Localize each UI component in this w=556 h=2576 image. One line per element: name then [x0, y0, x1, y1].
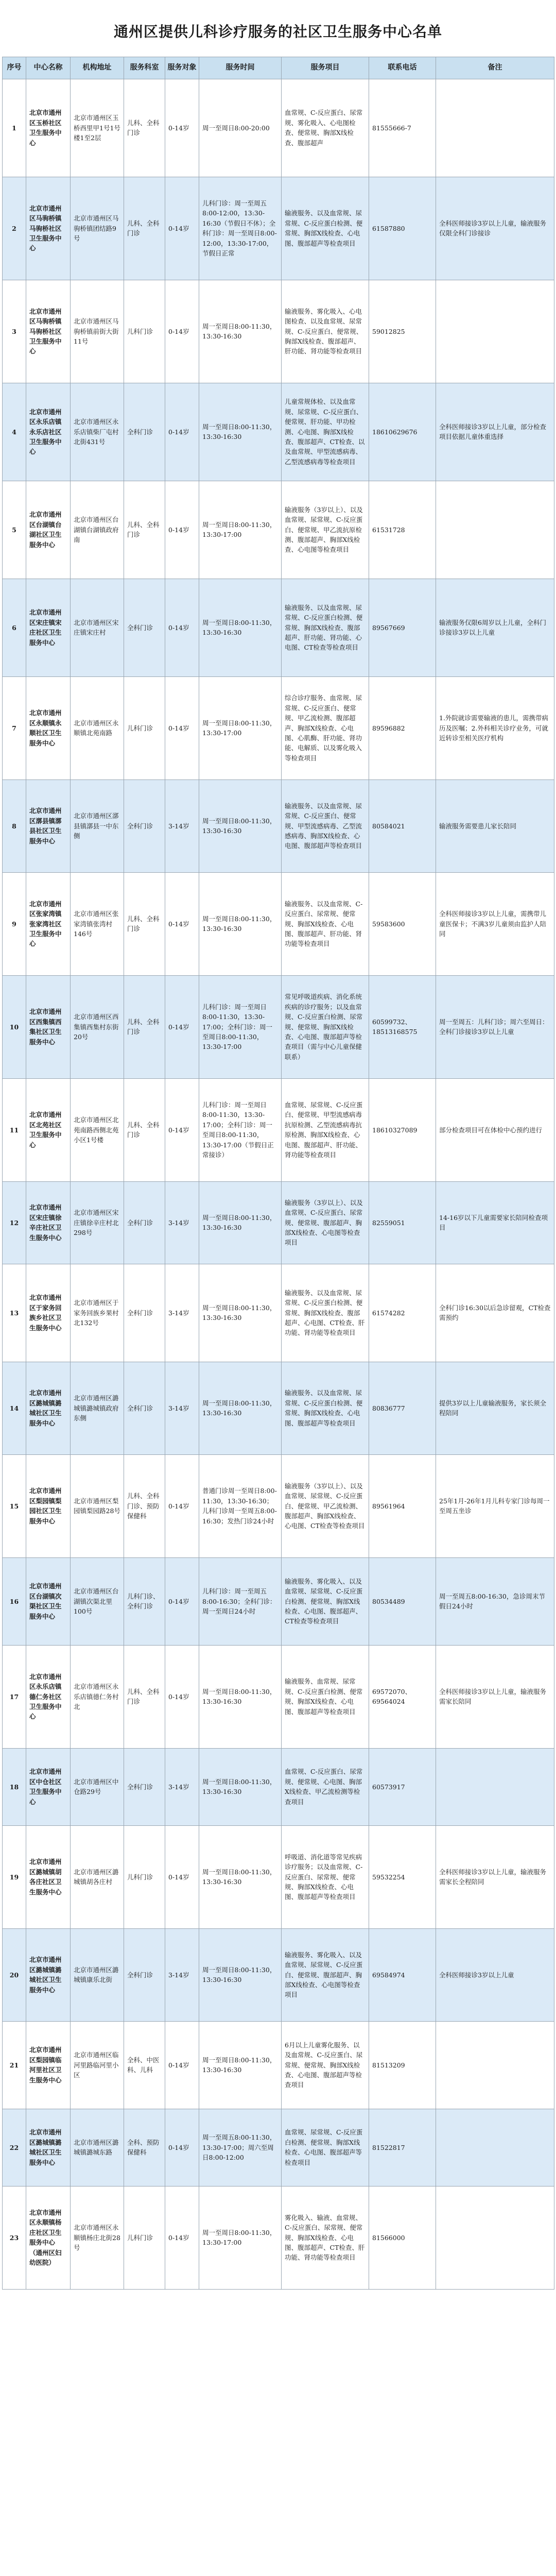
- header-time: 服务时间: [199, 57, 282, 79]
- service-department: 儿科、全科门诊: [124, 1645, 165, 1748]
- table-row: [3, 1264, 554, 1362]
- row-number: 2: [3, 177, 26, 280]
- row-number: 7: [3, 676, 26, 779]
- remark: 14-16岁以下儿童需要家长陪同检查项目: [436, 1181, 554, 1264]
- service-items: 血常规、尿常规、C-反应蛋白、便常规、甲型流感病毒抗原检测、乙型流感病毒抗原检测、胸部X线检查、心电图、腹部超声、肝功能、肾功能等检查项目: [282, 1078, 369, 1181]
- center-address: 北京市通州区潞城镇潞城镇政府东侧: [71, 1362, 124, 1454]
- header-address: 机构地址: [71, 57, 124, 79]
- table-header-row: [3, 57, 554, 79]
- center-name: 北京市通州区宋庄镇宋庄社区卫生服务中心: [26, 579, 71, 676]
- center-address: 北京市通州区台湖镇台湖镇政府南: [71, 481, 124, 579]
- header-name: 中心名称: [26, 57, 71, 79]
- center-address: 北京市通州区永顺镇北苑南路: [71, 676, 124, 779]
- service-department: 全科门诊: [124, 1748, 165, 1825]
- service-department: 全科门诊: [124, 779, 165, 872]
- service-time: 周一至周日8:00-11:30，13:30-16:30: [199, 872, 282, 975]
- center-address: 北京市通州区玉桥西里甲1号1号楼1至2层: [71, 79, 124, 177]
- contact-phone: 80534489: [369, 1557, 436, 1645]
- service-department: 儿科门诊: [124, 676, 165, 779]
- contact-phone: 69572070、69564024: [369, 1645, 436, 1748]
- contact-phone: 18610327089: [369, 1078, 436, 1181]
- service-items: 输液服务（3岁以上）、以及血常规、尿常规、C-反应蛋白、便常规、甲乙流检测、腹部超声、胸部X线检查、心电图、CT检查等检查项目: [282, 1454, 369, 1557]
- remark: 输液服务需要患儿家长陪同: [436, 779, 554, 872]
- row-number: 10: [3, 975, 26, 1078]
- service-time: 儿科门诊：周一至周五8:00-12:00，13:30-16:30（节假日不休）；全科门诊：周一至周日8:00-12:00，13:30-17:00，节假日正常: [199, 177, 282, 280]
- header-items: 服务项目: [282, 57, 369, 79]
- service-items: 输液服务、以及血常规、尿常规、C-反应蛋白检测、便常规、胸部X线检查、心电图、腹部超声等检查项目: [282, 1362, 369, 1454]
- service-department: 儿科门诊、全科门诊: [124, 1557, 165, 1645]
- service-department: 儿科门诊: [124, 280, 165, 383]
- center-address: 北京市通州区永乐店镇德仁务村北: [71, 1645, 124, 1748]
- service-time: 周一至周日8:00-11:30，13:30-16:30: [199, 2021, 282, 2109]
- table-row: [3, 1362, 554, 1454]
- contact-phone: 81513209: [369, 2021, 436, 2109]
- center-address: 北京市通州区北苑南路西侧北苑小区1号楼: [71, 1078, 124, 1181]
- center-name: 北京市通州区玉桥社区卫生服务中心: [26, 79, 71, 177]
- remark: 全科医师接诊3岁以上儿童，需携带儿童医保卡；不满3岁儿童须由监护人陪同: [436, 872, 554, 975]
- center-address: 北京市通州区梨园镇梨园路28号: [71, 1454, 124, 1557]
- table-row: [3, 383, 554, 481]
- table-row: [3, 1181, 554, 1264]
- table-row: [3, 1645, 554, 1748]
- row-number: 18: [3, 1748, 26, 1825]
- header-no: 序号: [3, 57, 26, 79]
- remark: 1.外院就诊需要输液的患儿，需携带病历及医嘱；2.外科相关诊疗业务，可就近转诊至相关医疗机构: [436, 676, 554, 779]
- service-target: 0-14岁: [165, 676, 199, 779]
- service-items: 6月以上儿童雾化服务、以及血常规、C-反应蛋白、尿常规、便常规、胸部X线检查、心电图、腹部超声等检查项目: [282, 2021, 369, 2109]
- service-items: 血常规、尿常规、C-反应蛋白检测、便常规、胸部X线检查、心电图、腹部超声等检查项目: [282, 2109, 369, 2186]
- contact-phone: 89561964: [369, 1454, 436, 1557]
- service-target: 0-14岁: [165, 383, 199, 481]
- service-target: 0-14岁: [165, 872, 199, 975]
- remark: 全科医师接诊3岁以上儿童，输液服务需家长全程陪同: [436, 1825, 554, 1928]
- service-items: 输液服务（3岁以上）、以及血常规、尿常规、C-反应蛋白、便常规、甲乙流抗原检测、腹部超声、胸部X线检查、心电图等检查项目: [282, 481, 369, 579]
- contact-phone: 80584021: [369, 779, 436, 872]
- contact-phone: 60599732、18513168575: [369, 975, 436, 1078]
- center-address: 北京市通州区永乐店镇柴厂屯村北街431号: [71, 383, 124, 481]
- table-row: [3, 1078, 554, 1181]
- center-name: 北京市通州区西集镇西集社区卫生服务中心: [26, 975, 71, 1078]
- center-name: 北京市通州区永顺镇杨庄社区卫生服务中心（通州区妇幼医院）: [26, 2186, 71, 2289]
- remark: 全科医师接诊3岁以上儿童，输液服务需家长陪同: [436, 1645, 554, 1748]
- center-name: 北京市通州区永顺镇永顺社区卫生服务中心: [26, 676, 71, 779]
- service-items: 呼吸道、消化道等常见疾病诊疗服务；以及血常规、C-反应蛋白、尿常规、便常规、胸部X线检查、心电图、腹部超声等检查项目: [282, 1825, 369, 1928]
- contact-phone: 81566000: [369, 2186, 436, 2289]
- remark: 全科医师接诊3岁以上儿童: [436, 1928, 554, 2021]
- remark: [436, 280, 554, 383]
- remark: [436, 2186, 554, 2289]
- table-row: [3, 1928, 554, 2021]
- service-department: 儿科、全科门诊、预防保健科: [124, 1454, 165, 1557]
- table-row: [3, 79, 554, 177]
- center-address: 北京市通州区潞城镇胡各庄村: [71, 1825, 124, 1928]
- table-row: [3, 1557, 554, 1645]
- service-items: 输液服务、以及血常规、尿常规、C-反应蛋白检测、便常规、胸部X线检查、腹部超声、肝功能、肾功能、心电图、CT检查等检查项目: [282, 579, 369, 676]
- center-address: 北京市通州区宋庄镇宋庄村: [71, 579, 124, 676]
- remark: [436, 481, 554, 579]
- service-time: 周一至周日8:00-11:30，13:30-17:00: [199, 481, 282, 579]
- table-row: [3, 975, 554, 1078]
- service-items: 输液服务、雾化吸入、心电图检查、以及血常规、尿常规、C-反应蛋白、便常规、胸部X线检查、腹部超声、肝功能、肾功能等检查项目: [282, 280, 369, 383]
- row-number: 13: [3, 1264, 26, 1362]
- contact-phone: 89567669: [369, 579, 436, 676]
- center-address: 北京市通州区临河里路临河里小区: [71, 2021, 124, 2109]
- center-name: 北京市通州区于家务回族乡社区卫生服务中心: [26, 1264, 71, 1362]
- service-items: 输液服务、以及血常规、尿常规、C-反应蛋白检测、便常规、胸部X线检查、心电图、腹部超声等检查项目: [282, 177, 369, 280]
- service-target: 3-14岁: [165, 779, 199, 872]
- service-department: 儿科、全科门诊: [124, 79, 165, 177]
- remark: [436, 1748, 554, 1825]
- center-name: 北京市通州区永乐店镇德仁务社区卫生服务中心: [26, 1645, 71, 1748]
- service-department: 儿科门诊: [124, 1825, 165, 1928]
- service-department: 全科门诊: [124, 1362, 165, 1454]
- service-department: 全科、中医科、儿科: [124, 2021, 165, 2109]
- center-name: 北京市通州区梨园镇临河里社区卫生服务中心: [26, 2021, 71, 2109]
- service-department: 全科门诊: [124, 1264, 165, 1362]
- center-name: 北京市通州区张家湾镇张家湾社区卫生服务中心: [26, 872, 71, 975]
- center-name: 北京市通州区潞城镇潞城社区卫生服务中心: [26, 1362, 71, 1454]
- service-target: 3-14岁: [165, 1362, 199, 1454]
- service-time: 周一至周日8:00-11:30，13:30-16:30: [199, 1928, 282, 2021]
- page-title: 通州区提供儿科诊疗服务的社区卫生服务中心名单: [113, 23, 442, 40]
- table-row: [3, 2186, 554, 2289]
- contact-phone: 59532254: [369, 1825, 436, 1928]
- service-target: 0-14岁: [165, 79, 199, 177]
- center-address: 北京市通州区于家务回族乡果村北132号: [71, 1264, 124, 1362]
- service-time: 周一至周日8:00-11:30，13:30-16:30: [199, 1825, 282, 1928]
- service-department: 儿科、全科门诊: [124, 872, 165, 975]
- center-name: 北京市通州区潞城镇潞城社区卫生服务中心: [26, 1928, 71, 2021]
- service-target: 0-14岁: [165, 280, 199, 383]
- service-department: 儿科门诊: [124, 2186, 165, 2289]
- header-dept: 服务科室: [124, 57, 165, 79]
- center-name: 北京市通州区漷县镇漷县社区卫生服务中心: [26, 779, 71, 872]
- center-address: 北京市通州区永顺镇杨庄北街28号: [71, 2186, 124, 2289]
- service-department: 儿科、全科门诊: [124, 481, 165, 579]
- contact-phone: 61574282: [369, 1264, 436, 1362]
- service-department: 儿科、全科门诊: [124, 177, 165, 280]
- service-target: 0-14岁: [165, 1825, 199, 1928]
- center-address: 北京市通州区中仓路29号: [71, 1748, 124, 1825]
- service-items: 常见呼吸道疾病、消化系统疾病的诊疗服务；以及血常规、C-反应蛋白检测、尿常规、便常规、胸部X线检查、心电图、腹部超声等检查项目（需与中心儿童保健联系）: [282, 975, 369, 1078]
- service-time: 儿科门诊：周一至周日8:00-11:30，13:30-17:00；全科门诊：周一至周日8:00-11:30，13:30-17:00（节假日正常接诊）: [199, 1078, 282, 1181]
- center-name: 北京市通州区马驹桥镇马驹桥社区卫生服务中心: [26, 177, 71, 280]
- row-number: 4: [3, 383, 26, 481]
- contact-phone: 89596882: [369, 676, 436, 779]
- center-address: 北京市通州区西集镇西集村东街20号: [71, 975, 124, 1078]
- table-row: [3, 177, 554, 280]
- service-target: 0-14岁: [165, 177, 199, 280]
- service-time: 周一至周日8:00-11:30，13:30-16:30: [199, 1181, 282, 1264]
- center-name: 北京市通州区中仓社区卫生服务中心: [26, 1748, 71, 1825]
- row-number: 5: [3, 481, 26, 579]
- center-address: 北京市通州区马驹桥镇团结路9号: [71, 177, 124, 280]
- row-number: 14: [3, 1362, 26, 1454]
- center-name: 北京市通州区永乐店镇永乐店社区卫生服务中心: [26, 383, 71, 481]
- contact-phone: 61587880: [369, 177, 436, 280]
- service-items: 输液服务、雾化吸入、以及血常规、尿常规、C-反应蛋白、便常规、腹部超声、胸部X线检查、心电图等检查项目: [282, 1928, 369, 2021]
- service-department: 全科门诊: [124, 579, 165, 676]
- table-row: [3, 579, 554, 676]
- service-target: 0-14岁: [165, 1645, 199, 1748]
- service-department: 儿科、全科门诊: [124, 1078, 165, 1181]
- center-address: 北京市通州区漷县镇漷县一中东侧: [71, 779, 124, 872]
- contact-phone: 81522817: [369, 2109, 436, 2186]
- remark: 提供3岁以上儿童输液服务，家长须全程陪同: [436, 1362, 554, 1454]
- center-name: 北京市通州区台湖镇台湖社区卫生服务中心: [26, 481, 71, 579]
- row-number: 1: [3, 79, 26, 177]
- service-target: 0-14岁: [165, 975, 199, 1078]
- remark: 周一至周五8:00-16:30，急诊周末节假日24小时: [436, 1557, 554, 1645]
- table-row: [3, 1825, 554, 1928]
- contact-phone: 82559051: [369, 1181, 436, 1264]
- service-items: 血常规、C-反应蛋白、尿常规、雾化吸入、心电图检查、便常规、胸部X线检查、腹部超声: [282, 79, 369, 177]
- service-department: 全科门诊: [124, 383, 165, 481]
- center-name: 北京市通州区马驹桥镇马驹桥社区卫生服务中心: [26, 280, 71, 383]
- service-time: 周一至周日8:00-11:30，13:30-16:30: [199, 1362, 282, 1454]
- row-number: 21: [3, 2021, 26, 2109]
- remark: 全科医师接诊3岁以上儿童，输液服务仅限全科门诊接诊: [436, 177, 554, 280]
- service-department: 儿科、全科门诊: [124, 975, 165, 1078]
- service-time: 儿科门诊：周一至周日8:00-11:30，13:30-17:00；全科门诊：周一至周日8:00-11:30，13:30-17:00: [199, 975, 282, 1078]
- remark: 输液服务仅限6周岁以上儿童，全科门诊接诊3岁以上儿童: [436, 579, 554, 676]
- center-name: 北京市通州区宋庄镇徐辛庄社区卫生服务中心: [26, 1181, 71, 1264]
- service-target: 0-14岁: [165, 2109, 199, 2186]
- service-time: 周一至周日8:00-11:30，13:30-17:00: [199, 2186, 282, 2289]
- service-time: 周一至周日8:00-20:00: [199, 79, 282, 177]
- contact-phone: 61531728: [369, 481, 436, 579]
- service-items: 儿童常规体检、以及血常规、尿常规、C-反应蛋白、便常规、肝功能、甲功检测、心电图、胸部X线检查、腹部超声、CT检查、以及血常规、甲型流感病毒、乙型流感病毒等检查项目: [282, 383, 369, 481]
- row-number: 16: [3, 1557, 26, 1645]
- service-target: 0-14岁: [165, 1454, 199, 1557]
- center-address: 北京市通州区台湖镇次渠北里100号: [71, 1557, 124, 1645]
- row-number: 9: [3, 872, 26, 975]
- row-number: 8: [3, 779, 26, 872]
- contact-phone: 69584974: [369, 1928, 436, 2021]
- center-name: 北京市通州区梨园镇梨园社区卫生服务中心: [26, 1454, 71, 1557]
- service-target: 0-14岁: [165, 2186, 199, 2289]
- center-name: 北京市通州区台湖镇次渠社区卫生服务中心: [26, 1557, 71, 1645]
- service-target: 0-14岁: [165, 1078, 199, 1181]
- contact-phone: 59012825: [369, 280, 436, 383]
- service-time: 周一至周日8:00-11:30，13:30-16:30: [199, 1748, 282, 1825]
- service-target: 3-14岁: [165, 1264, 199, 1362]
- row-number: 20: [3, 1928, 26, 2021]
- service-target: 0-14岁: [165, 481, 199, 579]
- service-items: 雾化吸入、输液、血常规、C-反应蛋白、尿常规、便常规、胸部X线检查、心电图、腹部超声、CT检查、肝功能、肾功能等检查项目: [282, 2186, 369, 2289]
- service-items: 综合诊疗服务、血常规、尿常规、C-反应蛋白、便常规、甲乙流检测、腹部超声、胸部X线检查、心电图、心肌酶、肝功能、肾功能、电解质、以及雾化吸入等检查项目: [282, 676, 369, 779]
- contact-phone: 81555666-7: [369, 79, 436, 177]
- row-number: 6: [3, 579, 26, 676]
- center-address: 北京市通州区马驹桥镇前街大街11号: [71, 280, 124, 383]
- service-time: 周一至周日8:00-11:30，13:30-16:30: [199, 383, 282, 481]
- header-note: 备注: [436, 57, 554, 79]
- remark: 全科门诊16:30以后急诊留观，CT检查需预约: [436, 1264, 554, 1362]
- service-items: 输液服务、以及血常规、C-反应蛋白、尿常规、便常规、胸部X线检查、心电图、腹部超声、肝功能、肾功能等检查项目: [282, 872, 369, 975]
- contact-phone: 59583600: [369, 872, 436, 975]
- service-items: 输液服务、雾化吸入、以及血常规、尿常规、C-反应蛋白检测、便常规、胸部X线检查、心电图、腹部超声、CT检查等检查项目: [282, 1557, 369, 1645]
- clinic-table: [2, 57, 554, 2290]
- service-items: 输液服务、以及血常规、尿常规、C-反应蛋白检测、便常规、胸部X线检查、腹部超声、心电图、CT检查、肝功能、肾功能等检查项目: [282, 1264, 369, 1362]
- row-number: 17: [3, 1645, 26, 1748]
- table-row: [3, 779, 554, 872]
- table-row: [3, 1454, 554, 1557]
- remark: 周一至周五：儿科门诊；周六至周日：全科门诊接诊3岁以上儿童: [436, 975, 554, 1078]
- row-number: 12: [3, 1181, 26, 1264]
- center-name: 北京市通州区潞城镇潞城社区卫生服务中心: [26, 2109, 71, 2186]
- service-target: 0-14岁: [165, 2021, 199, 2109]
- service-target: 3-14岁: [165, 1181, 199, 1264]
- service-target: 0-14岁: [165, 579, 199, 676]
- row-number: 22: [3, 2109, 26, 2186]
- service-department: 全科门诊: [124, 1928, 165, 2021]
- service-target: 3-14岁: [165, 1928, 199, 2021]
- table-row: [3, 481, 554, 579]
- contact-phone: 18610629676: [369, 383, 436, 481]
- center-address: 北京市通州区宋庄镇徐辛庄村北298号: [71, 1181, 124, 1264]
- table-row: [3, 280, 554, 383]
- remark: 部分检查项目可在体检中心预约进行: [436, 1078, 554, 1181]
- remark: [436, 2109, 554, 2186]
- contact-phone: 80836777: [369, 1362, 436, 1454]
- header-phone: 联系电话: [369, 57, 436, 79]
- remark: 全科医师接诊3岁以上儿童，部分检查项目依据儿童体重选择: [436, 383, 554, 481]
- table-row: [3, 2109, 554, 2186]
- center-address: 北京市通州区张家湾镇张湾村146号: [71, 872, 124, 975]
- table-body: [3, 79, 554, 2289]
- center-address: 北京市通州区潞城镇潞城东路: [71, 2109, 124, 2186]
- table-row: [3, 2021, 554, 2109]
- service-items: 血常规、C-反应蛋白、尿常规、便常规、心电图、胸部X线检查、甲乙流检测等检查项目: [282, 1748, 369, 1825]
- service-department: 全科、预防保健科: [124, 2109, 165, 2186]
- service-time: 周一至周日8:00-11:30，13:30-16:30: [199, 1264, 282, 1362]
- row-number: 19: [3, 1825, 26, 1928]
- service-target: 3-14岁: [165, 1748, 199, 1825]
- service-items: 输液服务、以及血常规、尿常规、C-反应蛋白、便常规、甲型流感病毒、乙型流感病毒、胸部X线检查、心电图、腹部超声等检查项目: [282, 779, 369, 872]
- remark: 25年1月-26年1月儿科专家门诊每周一至周五坐诊: [436, 1454, 554, 1557]
- service-time: 周一至周日8:00-11:30，13:30-16:30: [199, 579, 282, 676]
- center-name: 北京市通州区潞城镇胡各庄社区卫生服务中心: [26, 1825, 71, 1928]
- service-time: 周一至周日8:00-11:30，13:30-16:30: [199, 280, 282, 383]
- service-time: 周一至周五8:00-11:30，13:30-17:00；周六至周日8:00-12:00: [199, 2109, 282, 2186]
- remark: [436, 2021, 554, 2109]
- remark: [436, 79, 554, 177]
- row-number: 3: [3, 280, 26, 383]
- service-target: 0-14岁: [165, 1557, 199, 1645]
- center-name: 北京市通州区北苑社区卫生服务中心: [26, 1078, 71, 1181]
- service-time: 周一至周日8:00-11:30，13:30-16:30: [199, 779, 282, 872]
- service-department: 全科门诊: [124, 1181, 165, 1264]
- row-number: 23: [3, 2186, 26, 2289]
- service-time: 周一至周日8:00-11:30，13:30-17:00: [199, 676, 282, 779]
- table-row: [3, 676, 554, 779]
- service-time: 周一至周日8:00-11:30，13:30-16:30: [199, 1645, 282, 1748]
- service-time: 普通门诊周一至周日8:00-11:30，13:30-16:30；儿科门诊周一至周五8:00-16:30；发热门诊24小时: [199, 1454, 282, 1557]
- service-items: 输液服务（3岁以上）、以及血常规、C-反应蛋白、尿常规、便常规、腹部超声、胸部X线检查、心电图等检查项目: [282, 1181, 369, 1264]
- row-number: 11: [3, 1078, 26, 1181]
- row-number: 15: [3, 1454, 26, 1557]
- center-address: 北京市通州区潞城镇康乐北街: [71, 1928, 124, 2021]
- contact-phone: 60573917: [369, 1748, 436, 1825]
- service-items: 输液服务、血常规、尿常规、C-反应蛋白检测、便常规、胸部X线检查、心电图、腹部超声等检查项目: [282, 1645, 369, 1748]
- table-row: [3, 872, 554, 975]
- table-row: [3, 1748, 554, 1825]
- header-target: 服务对象: [165, 57, 199, 79]
- service-time: 儿科门诊：周一至周五8:00-16:30；全科门诊：周一至周日24小时: [199, 1557, 282, 1645]
